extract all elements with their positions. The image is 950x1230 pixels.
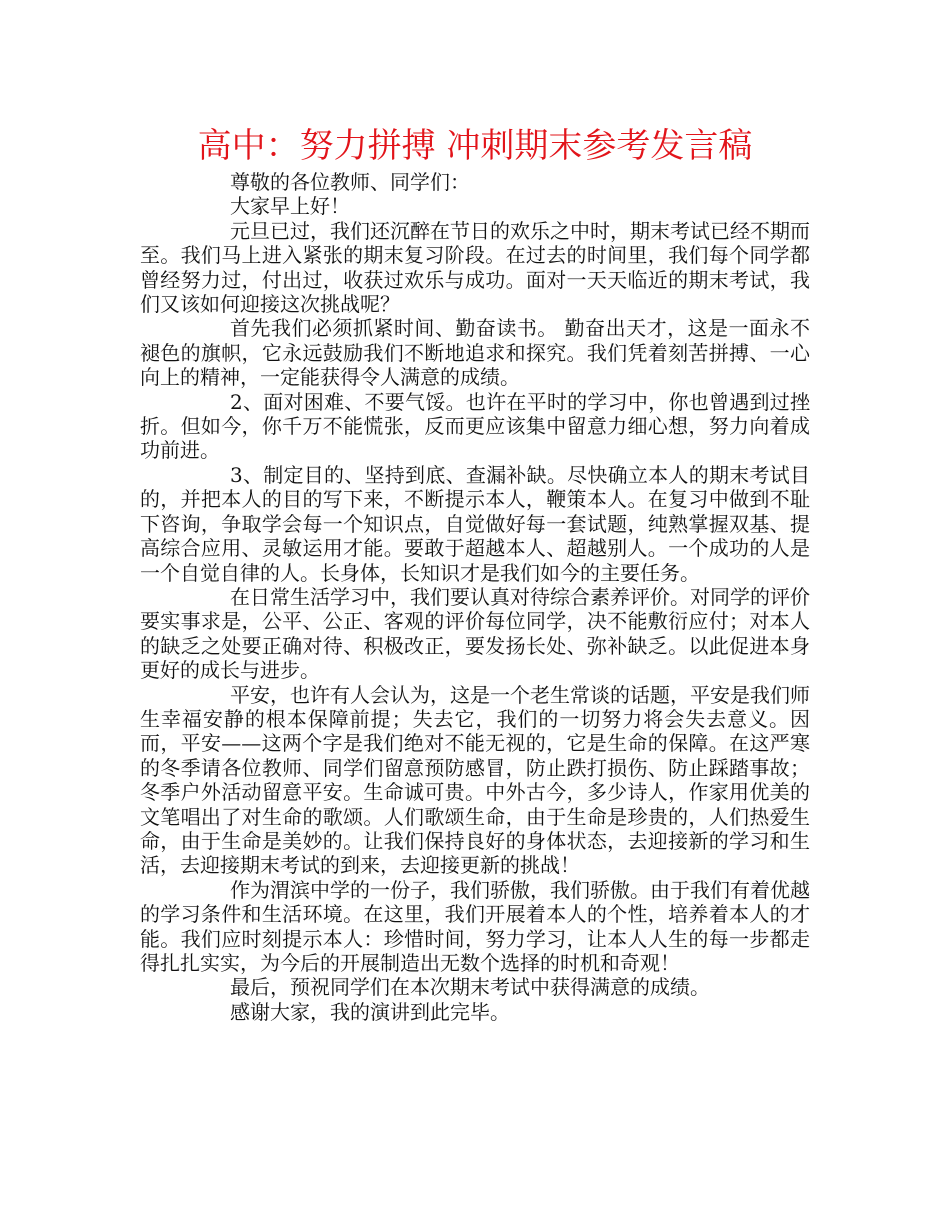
paragraph: 感谢大家，我的演讲到此完毕。 — [230, 999, 510, 1024]
paragraph: 3、制定目的、坚持到底、查漏补缺。尽快确立本人的期末考试目的，并把本人的目的写下来，不断提示本人，鞭策本人。在复习中做到不耻下咨询，争取学会每一个知识点，自觉做好每一套试题，纯熟掌握双基、提高综合应用、灵敏运用才能。要敢于超越本人、超越别人。一个成功的人是一个自觉自律的人。长身体，长知识才是我们如今的主要任务。 — [140, 462, 810, 585]
paragraph: 2、面对困难、不要气馁。也许在平时的学习中，你也曾遇到过挫折。但如今，你千万不能慌张，反而更应该集中留意力细心想，努力向着成功前进。 — [140, 389, 810, 463]
document-title: 高中：努力拼搏 冲刺期末参考发言稿 — [197, 126, 753, 166]
paragraph: 作为渭滨中学的一份子，我们骄傲，我们骄傲。由于我们有着优越的学习条件和生活环境。在这里，我们开展着本人的个性，培养着本人的才能。我们应时刻提示本人：珍惜时间，努力学习，让本人人生的每一步都走得扎扎实实，为今后的开展制造出无数个选择的时机和奇观！ — [140, 877, 810, 975]
paragraph: 平安，也许有人会认为，这是一个老生常谈的话题，平安是我们师生幸福安静的根本保障前提；失去它，我们的一切努力将会失去意义。因而，平安——这两个字是我们绝对不能无视的，它是生命的保障。在这严寒的冬季请各位教师、同学们留意预防感冒，防止跌打损伤、防止踩踏事故；冬季户外活动留意平安。生命诚可贵。中外古今，多少诗人，作家用优美的文笔唱出了对生命的歌颂。人们歌颂生命，由于生命是珍贵的，人们热爱生命，由于生命是美妙的。让我们保持良好的身体状态，去迎接新的学习和生活，去迎接期末考试的到来，去迎接更新的挑战！ — [140, 682, 810, 878]
paragraph: 在日常生活学习中，我们要认真对待综合素养评价。对同学的评价要实事求是，公平、公正、客观的评价每位同学，决不能敷衍应付；对本人的缺乏之处要正确对待、积极改正，要发扬长处、弥补缺乏。以此促进本身更好的成长与进步。 — [140, 584, 810, 683]
paragraph: 最后，预祝同学们在本次期末考试中获得满意的成绩。 — [230, 975, 710, 1000]
salutation: 尊敬的各位教师、同学们： — [230, 170, 470, 194]
greeting: 大家早上好！ — [230, 194, 350, 219]
paragraph: 首先我们必须抓紧时间、勤奋读书。 勤奋出天才，这是一面永不褪色的旗帜，它永远鼓励我们不断地追求和探究。我们凭着刻苦拼搏、一心向上的精神，一定能获得令人满意的成绩。 — [140, 316, 810, 390]
document-body — [140, 170, 810, 1024]
paragraph: 元旦已过，我们还沉醉在节日的欢乐之中时，期末考试已经不期而至。我们马上进入紧张的期末复习阶段。在过去的时间里，我们每个同学都曾经努力过，付出过，收获过欢乐与成功。面对一天天临近的期末考试，我们又该如何迎接这次挑战呢？ — [140, 218, 810, 317]
